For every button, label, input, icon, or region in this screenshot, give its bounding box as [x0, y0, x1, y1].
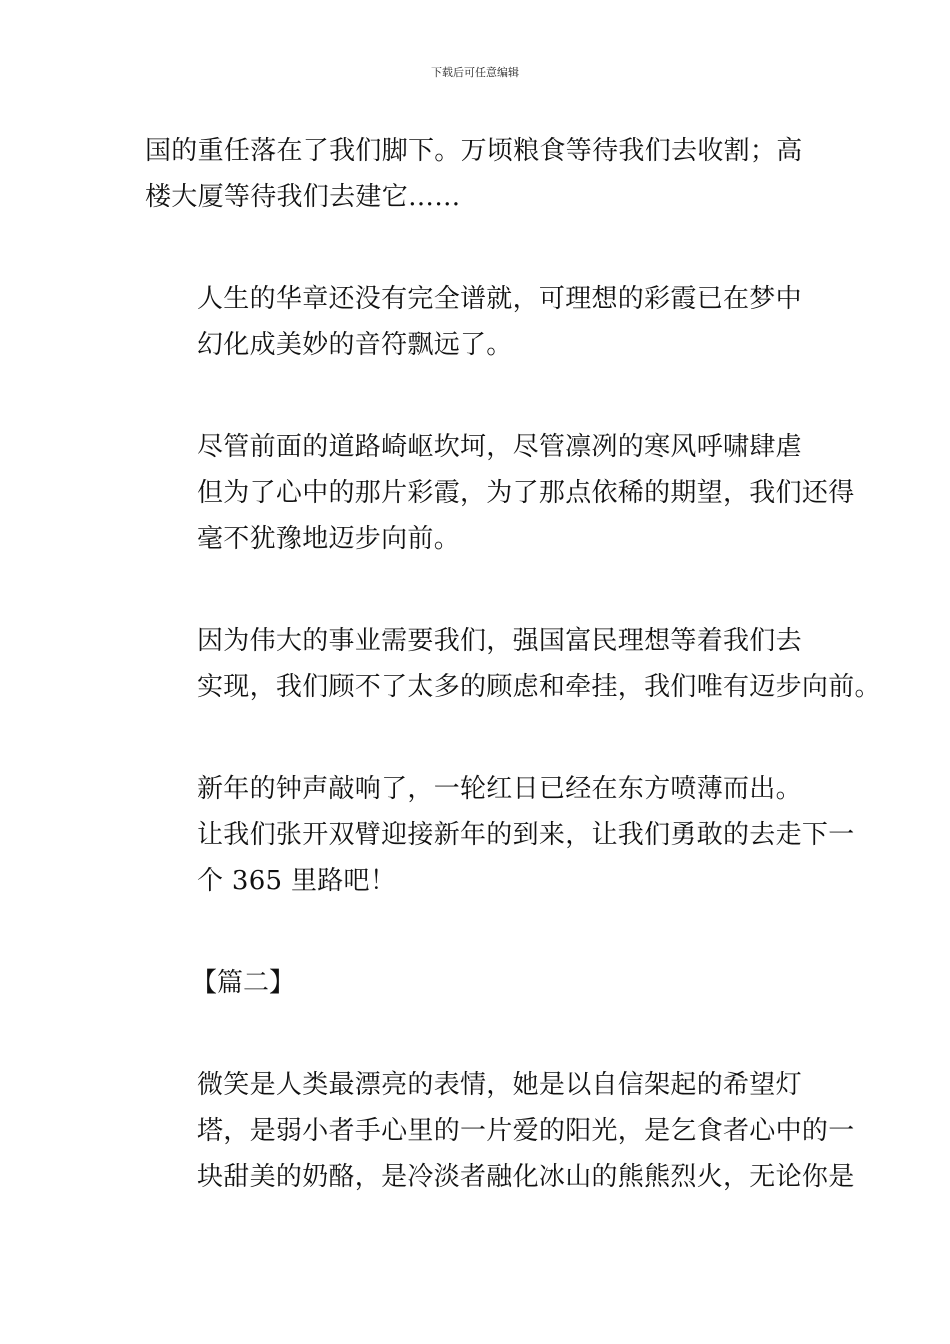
- paragraph-line: 国的重任落在了我们脚下。万顷粮食等待我们去收割；高: [145, 136, 803, 166]
- paragraph-line: 幻化成美妙的音符飘远了。: [197, 330, 513, 360]
- paragraph-line: 楼大厦等待我们去建它……: [145, 182, 461, 212]
- paragraph-line: 尽管前面的道路崎岖坎坷，尽管凛冽的寒风呼啸肆虐: [197, 432, 802, 462]
- paragraph-line: 但为了心中的那片彩霞，为了那点依稀的期望，我们还得: [197, 478, 855, 508]
- paragraph-line: 实现，我们顾不了太多的顾虑和牵挂，我们唯有迈步向前。: [197, 672, 881, 702]
- paragraph-line: 让我们张开双臂迎接新年的到来，让我们勇敢的去走下一: [197, 820, 855, 850]
- paragraph-road: [145, 424, 855, 562]
- paragraph-line: 毫不犹豫地迈步向前。: [197, 524, 461, 554]
- document-body: [145, 128, 881, 1200]
- page-header: 下载后可任意编辑: [431, 66, 519, 79]
- paragraph-line: 人生的华章还没有完全谱就，可理想的彩霞已在梦中: [197, 284, 802, 314]
- paragraph-line: 新年的钟声敲响了，一轮红日已经在东方喷薄而出。: [197, 774, 802, 804]
- paragraph-life: [145, 276, 807, 368]
- section-heading: 【篇二】: [191, 968, 296, 998]
- paragraph-line: 微笑是人类最漂亮的表情，她是以自信架起的希望灯: [197, 1070, 802, 1100]
- paragraph-line: 块甜美的奶酪，是冷淡者融化冰山的熊熊烈火，无论你是: [197, 1162, 855, 1192]
- paragraph-smile: [145, 1062, 855, 1200]
- paragraph-line: 个 365 里路吧！: [197, 866, 397, 896]
- paragraph-cause: [145, 618, 881, 710]
- paragraph-line: 塔，是弱小者手心里的一片爱的阳光，是乞食者心中的一: [197, 1116, 855, 1146]
- paragraph-line: 因为伟大的事业需要我们，强国富民理想等着我们去: [197, 626, 802, 656]
- paragraph-new-year: [145, 766, 855, 904]
- paragraph-continuation: [145, 128, 807, 220]
